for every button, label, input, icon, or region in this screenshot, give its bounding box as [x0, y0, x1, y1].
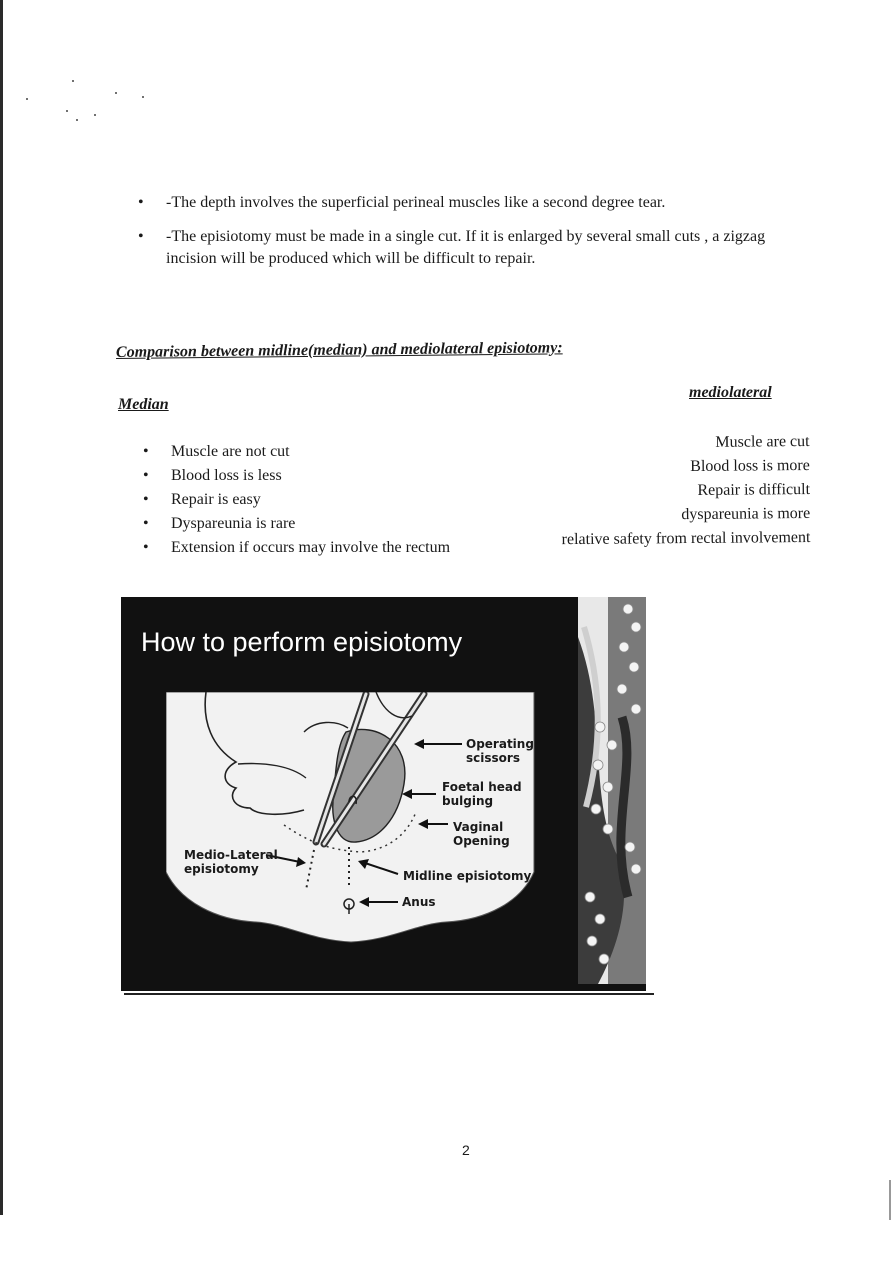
median-item: • Muscle are not cut	[143, 440, 450, 464]
episiotomy-diagram	[166, 692, 536, 960]
decorative-side-strip	[578, 597, 646, 984]
median-list	[143, 440, 450, 560]
mediolateral-item: relative safety from rectal involvement	[561, 528, 811, 549]
mediolateral-item: dyspareunia is more	[681, 504, 811, 524]
page-edge	[889, 1180, 891, 1220]
episiotomy-figure	[121, 597, 646, 991]
label-operating-scissors: Operating scissors	[466, 737, 534, 765]
figure-rule	[124, 993, 654, 995]
label-vaginal-opening: Vaginal Opening	[453, 820, 510, 848]
label-midline-episiotomy: Midline episiotomy	[403, 869, 532, 883]
mediolateral-item: Repair is difficult	[697, 481, 811, 499]
bullet-item: • -The depth involves the superficial perineal muscles like a second degree tear.	[138, 192, 818, 214]
mediolateral-item: Blood loss is more	[690, 457, 810, 476]
label-foetal-head: Foetal head bulging	[442, 780, 522, 808]
median-item: • Repair is easy	[143, 488, 450, 512]
median-item: • Blood loss is less	[143, 464, 450, 488]
median-heading: Median	[118, 396, 169, 413]
floral-strip-graphic	[578, 597, 646, 984]
page-number: 2	[462, 1142, 470, 1158]
label-anus: Anus	[402, 895, 436, 909]
median-item: • Extension if occurs may involve the rectum	[143, 536, 450, 560]
mediolateral-item: Muscle are cut	[715, 433, 810, 451]
bullet-item: • -The episiotomy must be made in a single cut. If it is enlarged by several small cuts , a zigzag incision will be produced which will be difficult to repair.	[138, 226, 818, 270]
bullet-list	[138, 192, 818, 282]
section-heading: Comparison between midline(median) and mediolateral episiotomy:	[115, 339, 563, 361]
mediolateral-list	[519, 430, 810, 553]
page-edge	[0, 0, 3, 1215]
scan-specks	[20, 78, 160, 138]
mediolateral-heading: mediolateral	[689, 384, 772, 401]
label-mediolateral-episiotomy: Medio-Lateral episiotomy	[184, 848, 278, 876]
figure-title: How to perform episiotomy	[141, 627, 463, 657]
median-item: • Dyspareunia is rare	[143, 512, 450, 536]
